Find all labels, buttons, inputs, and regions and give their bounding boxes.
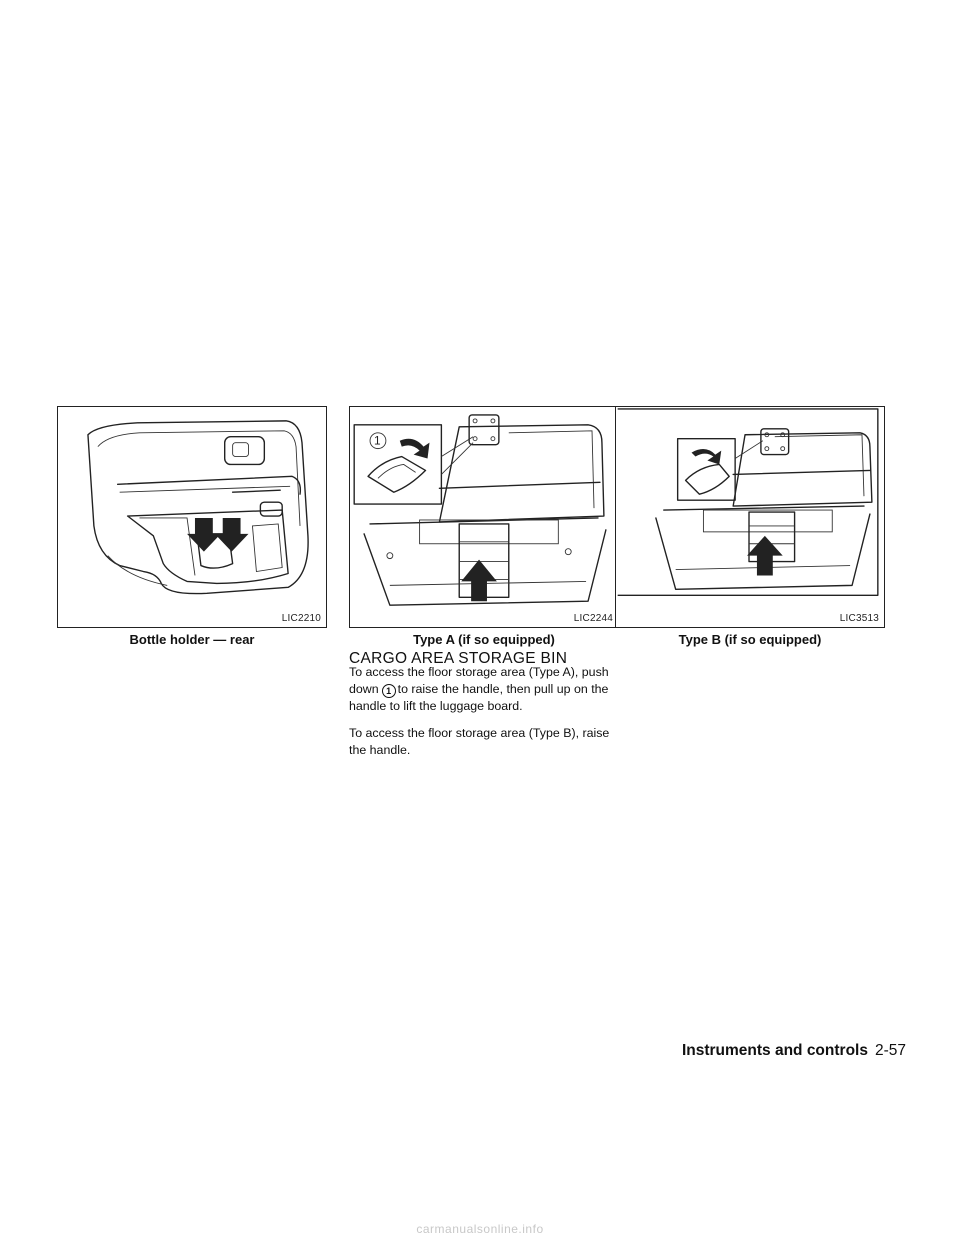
door-panel-illustration [58, 407, 326, 627]
figure-code: LIC3513 [839, 613, 879, 624]
paragraph-text: To access the floor storage area (Type A), push down [349, 665, 609, 696]
page-footer [682, 1042, 906, 1060]
paragraph-text: to raise the handle, then pull up on the handle to lift the luggage board. [349, 682, 609, 713]
callout-marker: 1 [382, 684, 396, 698]
figure-code: LIC2210 [281, 613, 321, 624]
paragraph-type-b: To access the floor storage area (Type B), raise the handle. [349, 726, 610, 757]
callout-marker: 1 [374, 433, 381, 448]
figure-code: LIC2244 [573, 613, 613, 624]
section-title: CARGO AREA STORAGE BIN [349, 650, 568, 667]
figure-type-b [615, 406, 885, 628]
footer-section-name: Instruments and controls [681, 1042, 868, 1059]
page-number: 2-57 [874, 1042, 906, 1059]
figure-bottle-holder [57, 406, 327, 628]
watermark: carmanualsonline.info [416, 1222, 544, 1236]
figure-type-a [349, 406, 619, 628]
paragraph-type-a [349, 664, 613, 715]
cargo-area-type-a-illustration [350, 407, 618, 627]
figure-caption: Type A (if so equipped) [413, 632, 555, 647]
cargo-area-type-b-illustration [616, 407, 884, 627]
figure-caption: Bottle holder — rear [129, 632, 255, 647]
figure-caption: Type B (if so equipped) [678, 632, 822, 647]
